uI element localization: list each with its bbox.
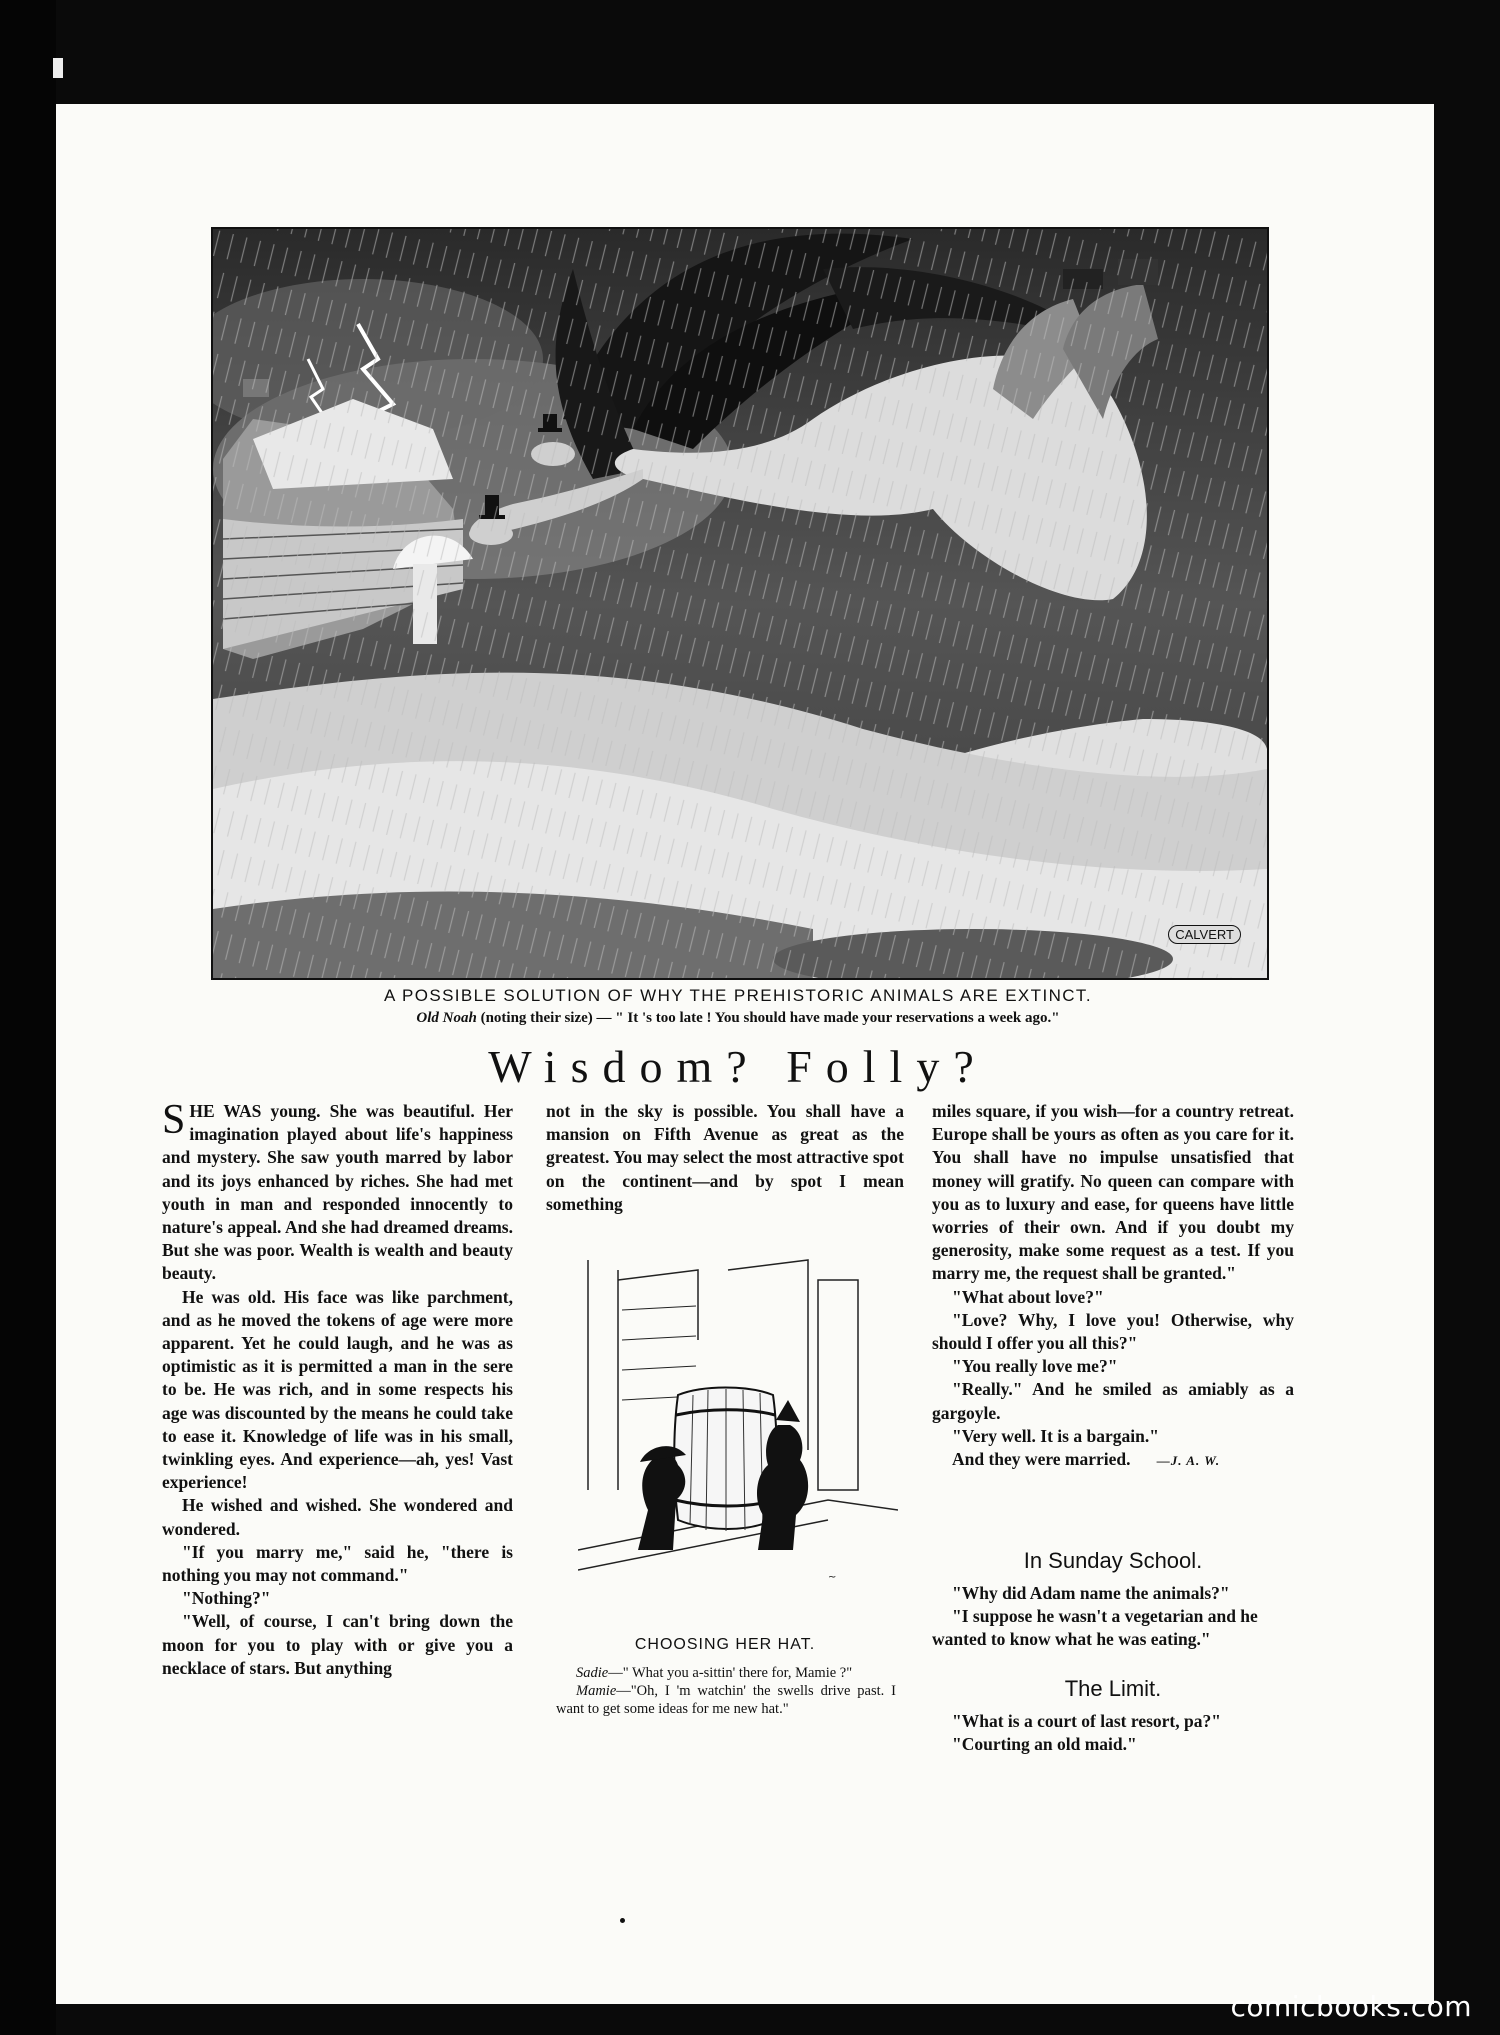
paragraph-text: HE WAS young. She was beautiful. Her imagination played about life's happiness and mystery. She saw youth marred by labor and its joys enhanced by riches. She had met youth in man and responded innocently to nature's appeal. And she had dreamed dreams. But she was poor. Wealth is wealth and beauty beauty. — [162, 1101, 513, 1284]
cartoon-dialog — [556, 1664, 896, 1718]
article-paragraph: "You really love me?" — [952, 1356, 1118, 1377]
article-column-3 — [932, 1100, 1294, 1472]
illustration-caption-dialog — [211, 1010, 1265, 1027]
article-headline: Wisdom? Folly? — [488, 1041, 988, 1092]
article-paragraph: He wished and wished. She wondered and wondered. — [162, 1495, 513, 1539]
article-paragraph: miles square, if you wish—for a country retreat. Europe shall be yours as often as you care for it. You shall have no impulse unsatisfied that money will gratify. No queen can compare with you as to luxury and ease, for queens have little worries of their own. And if you doubt my generosity, make some request as a test. If you marry me, the request shall be granted." — [932, 1101, 1294, 1284]
sunday-school-title: In Sunday School. — [1023, 1548, 1203, 1573]
article-paragraph: "Nothing?" — [182, 1588, 271, 1609]
paragraph-text: And they were married. — [952, 1449, 1131, 1470]
sunday-school-joke — [932, 1582, 1294, 1652]
joke-answer: "Courting an old maid." — [952, 1734, 1137, 1755]
cartoon-drawing — [578, 1250, 898, 1605]
the-limit-joke — [932, 1710, 1294, 1756]
dialog-speaker: Mamie — [576, 1683, 617, 1699]
dialog-line — [556, 1664, 896, 1682]
choosing-her-hat-cartoon — [578, 1250, 898, 1605]
joke-question: "What is a court of last resort, pa?" — [952, 1711, 1221, 1731]
cartoon-caption: CHOOSING HER HAT. — [634, 1636, 816, 1653]
illustration-caption-title: A POSSIBLE SOLUTION OF WHY THE PREHISTORIC ANIMALS ARE EXTINCT. — [384, 986, 1092, 1005]
article-column-1 — [162, 1097, 513, 1680]
page-dot — [620, 1918, 625, 1923]
article-column-2 — [546, 1100, 904, 1216]
dialog-text: —"Oh, I 'm watchin' the swells drive past. I want to get some ideas for me new hat." — [556, 1683, 896, 1717]
noah-ark-illustration — [211, 227, 1269, 980]
article-signature: —J. A. W. — [1156, 1453, 1221, 1469]
caption-quote: — " It 's too late ! You should have made your reservations a week ago." — [596, 1010, 1060, 1026]
article-paragraph — [932, 1448, 1294, 1472]
svg-text:~: ~ — [828, 1572, 837, 1583]
dialog-line — [556, 1682, 896, 1718]
article-paragraph: "Very well. It is a bargain." — [952, 1425, 1159, 1446]
article-paragraph: "If you marry me," said he, "there is nothing you may not command." — [162, 1541, 513, 1586]
drop-cap: S — [162, 1097, 186, 1143]
caption-note: (noting their size) — [480, 1010, 593, 1026]
the-limit-title: The Limit. — [1064, 1676, 1162, 1701]
article-paragraph: "Really." And he smiled as amiably as a gargoyle. — [932, 1379, 1294, 1423]
site-watermark: comicbooks.com — [1230, 1990, 1472, 2023]
article-paragraph: not in the sky is possible. You shall have a mansion on Fifth Avenue as great as the greatest. You may select the most attractive spot on the continent—and by spot I mean something — [546, 1101, 904, 1214]
spine-mark — [53, 58, 63, 78]
article-paragraph: "Well, of course, I can't bring down the moon for you to play with or give you a necklace of stars. But anything — [162, 1611, 513, 1678]
caption-speaker: Old Noah — [416, 1010, 477, 1026]
joke-answer: "I suppose he wasn't a vegetarian and he wanted to know what he was eating." — [932, 1606, 1258, 1650]
illustration-drawing — [213, 229, 1267, 978]
joke-question: "Why did Adam name the animals?" — [952, 1583, 1230, 1603]
article-paragraph: "What about love?" — [952, 1286, 1104, 1307]
article-paragraph — [162, 1097, 513, 1286]
dialog-speaker: Sadie — [576, 1665, 609, 1681]
page-spine — [0, 0, 56, 2035]
article-paragraph: "Love? Why, I love you! Otherwise, why should I offer you all this?" — [932, 1309, 1294, 1354]
dialog-text: —" What you a-sittin' there for, Mamie ?" — [608, 1665, 853, 1681]
illustration-signature: CALVERT — [1168, 925, 1241, 944]
article-paragraph: He was old. His face was like parchment, and as he moved the tokens of age were more apparent. Yet he could laugh, and he was as optimistic as it is permitted a man in the sere to be. He was rich, and in some respects his age was discounted by the means he could take to ease it. Knowledge of life was in his small, twinkling eyes. And experience—ah, yes! Vast experience! — [162, 1286, 513, 1493]
